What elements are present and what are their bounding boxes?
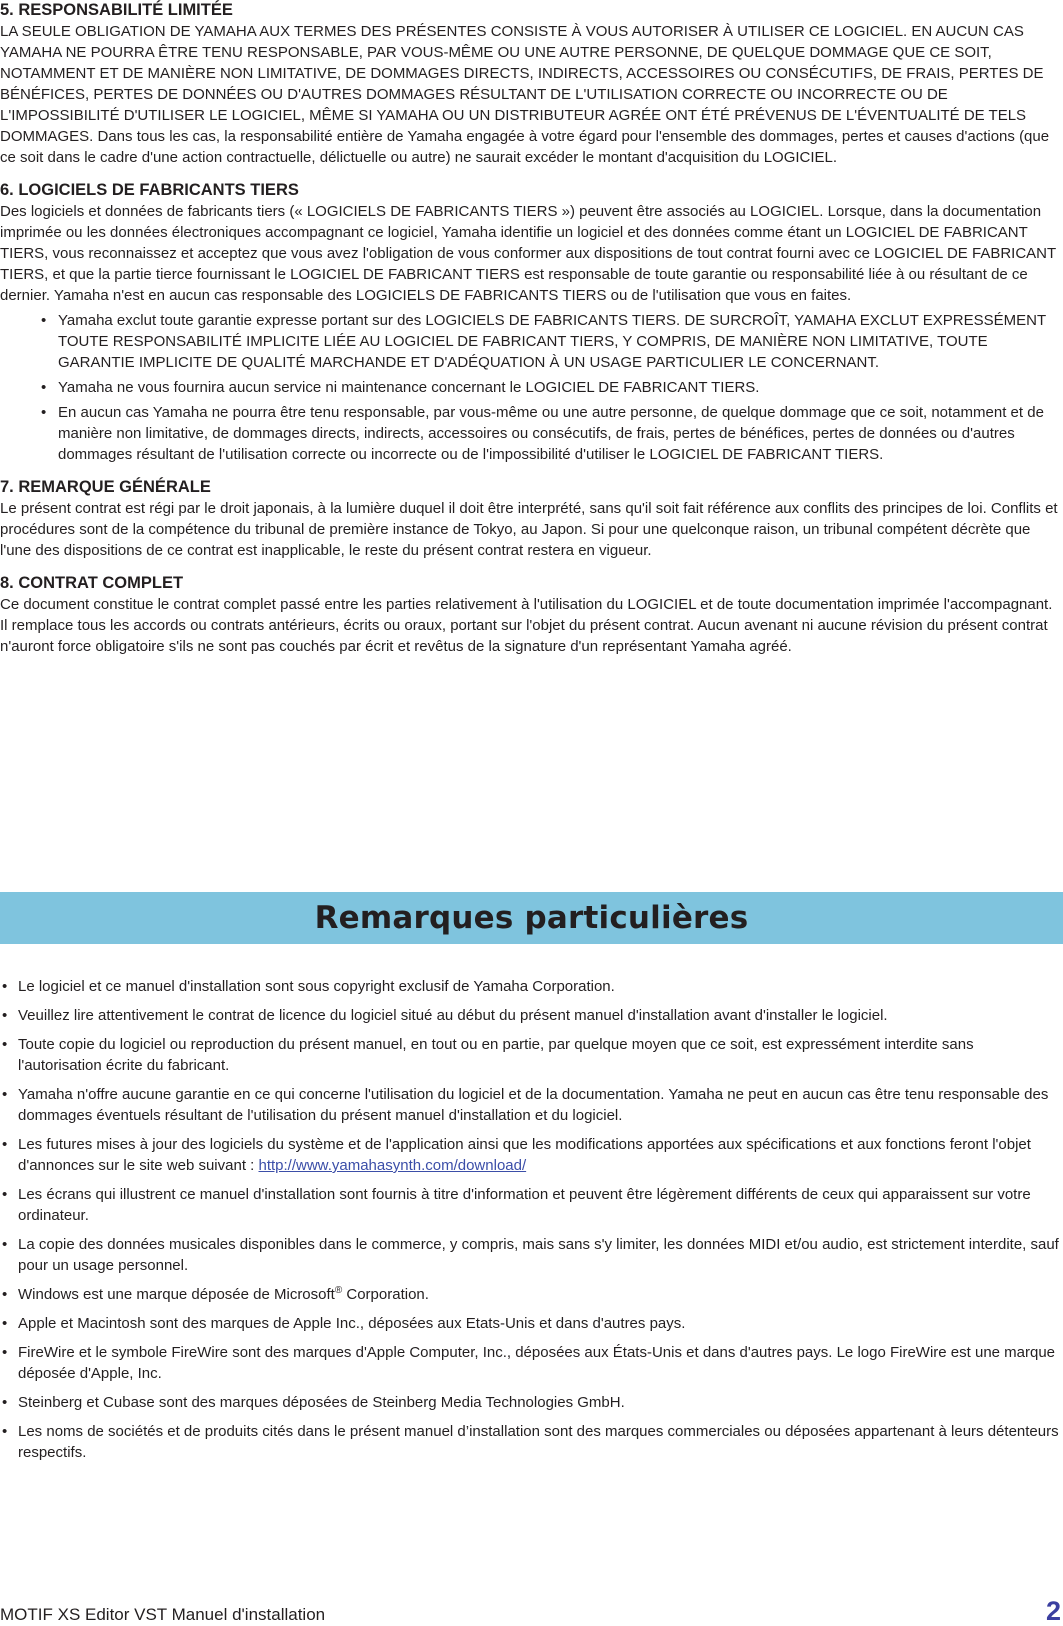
windows-text: Windows est une marque déposée de Microsoft [18, 1286, 335, 1303]
list-item: • Yamaha exclut toute garantie expresse portant sur des LOGICIELS DE FABRICANTS TIERS. DE SURCROÎT, YAMAHA EXCLUT EXPRESSÉMENT TOUTE RESPONSABILITÉ IMPLICITE LIÉE AU LOGICIEL DE FABRICANT TIERS, Y COMPRIS, DE MANIÈRE NON LIMITATIVE, TOUTE GARANTIE IMPLICITE DE QUALITÉ MARCHANDE ET D'ADÉQUATION À UN USAGE PARTICULIER LE CONCERNANT. [58, 310, 1060, 373]
section-heading: 5. RESPONSABILITÉ LIMITÉE [0, 1, 233, 19]
registered-mark: ® [334, 1285, 343, 1296]
section-text: Le présent contrat est régi par le droit japonais, à la lumière duquel il doit être interprété, sans qu'il soit fait référence aux conflits des principes de loi. Conflits et procédures sont de la compétence du tribunal de première instance de Tokyo, au Japon. Si pour une quelconque raison, un tribunal compétent décrète que l'une des dispositions de ce contrat est inapplicable, le reste du présent contrat restera en vigueur. [0, 500, 1058, 559]
list-item-updates [18, 1134, 1060, 1176]
license-content [0, 0, 1060, 669]
banner-title: Remarques particulières [314, 900, 749, 936]
third-party-bullet-list [0, 310, 1060, 465]
download-link[interactable]: http://www.yamahasynth.com/download/ [258, 1157, 527, 1174]
section-text: Ce document constitue le contrat complet passé entre les parties relativement à l'utilisation du LOGICIEL et de toute documentation imprimée l'accompagnant. Il remplace tous les accords ou contrats antérieurs, écrits ou oraux, portant sur l'objet du présent contrat. Aucun avenant ni aucune révision du présent contrat n'auront force obligatoire s'ils ne sont pas couchés par écrit et revêtus de la signature d'un représentant Yamaha agréé. [0, 596, 1053, 655]
section-heading: 7. REMARQUE GÉNÉRALE [0, 478, 211, 496]
page-number: 2 [1045, 1596, 1061, 1626]
section-text: Des logiciels et données de fabricants tiers (« LOGICIELS DE FABRICANTS TIERS ») peuvent être associés au LOGICIEL. Lorsque, dans la documentation imprimée ou les données électroniques accompagnant ce logiciel, Yamaha identifie un logiciel et des données comme étant un LOGICIEL DE FABRICANT TIERS, vous reconnaissez et acceptez que vous avez l'obligation de vous conformer aux dispositions de tout contrat fourni avec ce LOGICIEL DE FABRICANT TIERS, et que la partie tierce fournissant le LOGICIEL DE FABRICANT TIERS est responsable de toute garantie ou responsabilité liée à ou résultant de ce dernier. Yamaha n'est en aucun cas responsable des LOGICIELS DE FABRICANTS TIERS ou de l'utilisation que vous en faites. [0, 203, 1056, 304]
footer-manual-title: MOTIF XS Editor VST Manuel d'installation [0, 1605, 326, 1624]
windows-suffix: Corporation. [342, 1286, 429, 1303]
section-text: LA SEULE OBLIGATION DE YAMAHA AUX TERMES DES PRÉSENTES CONSISTE À VOUS AUTORISER À UTILISER CE LOGICIEL. EN AUCUN CAS YAMAHA NE POURRA ÊTRE TENU RESPONSABLE, PAR VOUS-MÊME OU UNE AUTRE PERSONNE, DE QUELQUE DOMMAGE QUE CE SOIT, NOTAMMENT ET DE MANIÈRE NON LIMITATIVE, DE DOMMAGES DIRECTS, INDIRECTS, ACCESSOIRES OU CONSÉCUTIFS, DE FRAIS, PERTES DE BÉNÉFICES, PERTES DE DONNÉES OU D'AUTRES DOMMAGES RÉSULTANT DE L'UTILISATION CORRECTE OU INCORRECTE OU DE L'IMPOSSIBILITÉ D'UTILISER LE LOGICIEL, MÊME SI YAMAHA OU UN DISTRIBUTEUR AGRÉE ONT ÉTÉ PRÉVENUS DE L'ÉVENTUALITÉ DE TELS DOMMAGES. Dans tous les cas, la responsabilité entière de Yamaha engagée à votre égard pour l'ensemble des dommages, pertes et causes d'actions (que ce soit dans le cadre d'une action contractuelle, délictuelle ou autre) ne saurait excéder le montant d'acquisition du LOGICIEL. [0, 23, 1050, 166]
list-item-windows [18, 1284, 1060, 1305]
section-heading: 8. CONTRAT COMPLET [0, 574, 184, 592]
remarques-banner [0, 892, 1063, 944]
remarques-list [0, 976, 1060, 1471]
list-item: • Veuillez lire attentivement le contrat de licence du logiciel situé au début du présent manuel d'installation avant d'installer le logiciel. [18, 1005, 1060, 1026]
list-item: • Toute copie du logiciel ou reproduction du présent manuel, en tout ou en partie, par quelque moyen que ce soit, est expressément interdite sans l'autorisation écrite du fabricant. [18, 1034, 1060, 1076]
list-item: • Les noms de sociétés et de produits cités dans le présent manuel d’installation sont des marques commerciales ou déposées appartenant à leurs détenteurs respectifs. [18, 1421, 1060, 1463]
section-complete-contract [0, 573, 1060, 657]
section-third-party-software [0, 180, 1060, 465]
list-item: • En aucun cas Yamaha ne pourra être tenu responsable, par vous-même ou une autre personne, de quelque dommage que ce soit, notamment et de manière non limitative, de dommages directs, indirects, accessoires ou consécutifs, de frais, pertes de bénéfices, pertes de données ou d'autres dommages résultant de l'utilisation correcte ou incorrecte ou de l'impossibilité d'utiliser le LOGICIEL DE FABRICANT TIERS. [58, 402, 1060, 465]
section-heading: 6. LOGICIELS DE FABRICANTS TIERS [0, 181, 299, 199]
section-general-remark [0, 477, 1060, 561]
updates-text: Les futures mises à jour des logiciels du système et de l'application ainsi que les modifications apportées aux spécifications et aux fonctions feront l'objet d'annonces sur le site web suivant : [18, 1136, 1031, 1174]
list-item: • FireWire et le symbole FireWire sont des marques d'Apple Computer, Inc., déposées aux États-Unis et dans d'autres pays. Le logo FireWire est une marque déposée d'Apple, Inc. [18, 1342, 1060, 1384]
list-item: • Les écrans qui illustrent ce manuel d'installation sont fournis à titre d'information et peuvent être légèrement différents de ceux qui apparaissent sur votre ordinateur. [18, 1184, 1060, 1226]
list-item: • Yamaha ne vous fournira aucun service ni maintenance concernant le LOGICIEL DE FABRICANT TIERS. [58, 377, 1060, 398]
list-item: • Yamaha n'offre aucune garantie en ce qui concerne l'utilisation du logiciel et de la documentation. Yamaha ne peut en aucun cas être tenu responsable des dommages éventuels résultant de l'utilisation du présent manuel d'installation et du logiciel. [18, 1084, 1060, 1126]
list-item: • Apple et Macintosh sont des marques de Apple Inc., déposées aux Etats-Unis et dans d'autres pays. [18, 1313, 1060, 1334]
list-item: • Steinberg et Cubase sont des marques déposées de Steinberg Media Technologies GmbH. [18, 1392, 1060, 1413]
list-item: • Le logiciel et ce manuel d'installation sont sous copyright exclusif de Yamaha Corporation. [18, 976, 1060, 997]
section-limited-liability [0, 0, 1060, 168]
list-item: • La copie des données musicales disponibles dans le commerce, y compris, mais sans s'y limiter, les données MIDI et/ou audio, est strictement interdite, sauf pour un usage personnel. [18, 1234, 1060, 1276]
